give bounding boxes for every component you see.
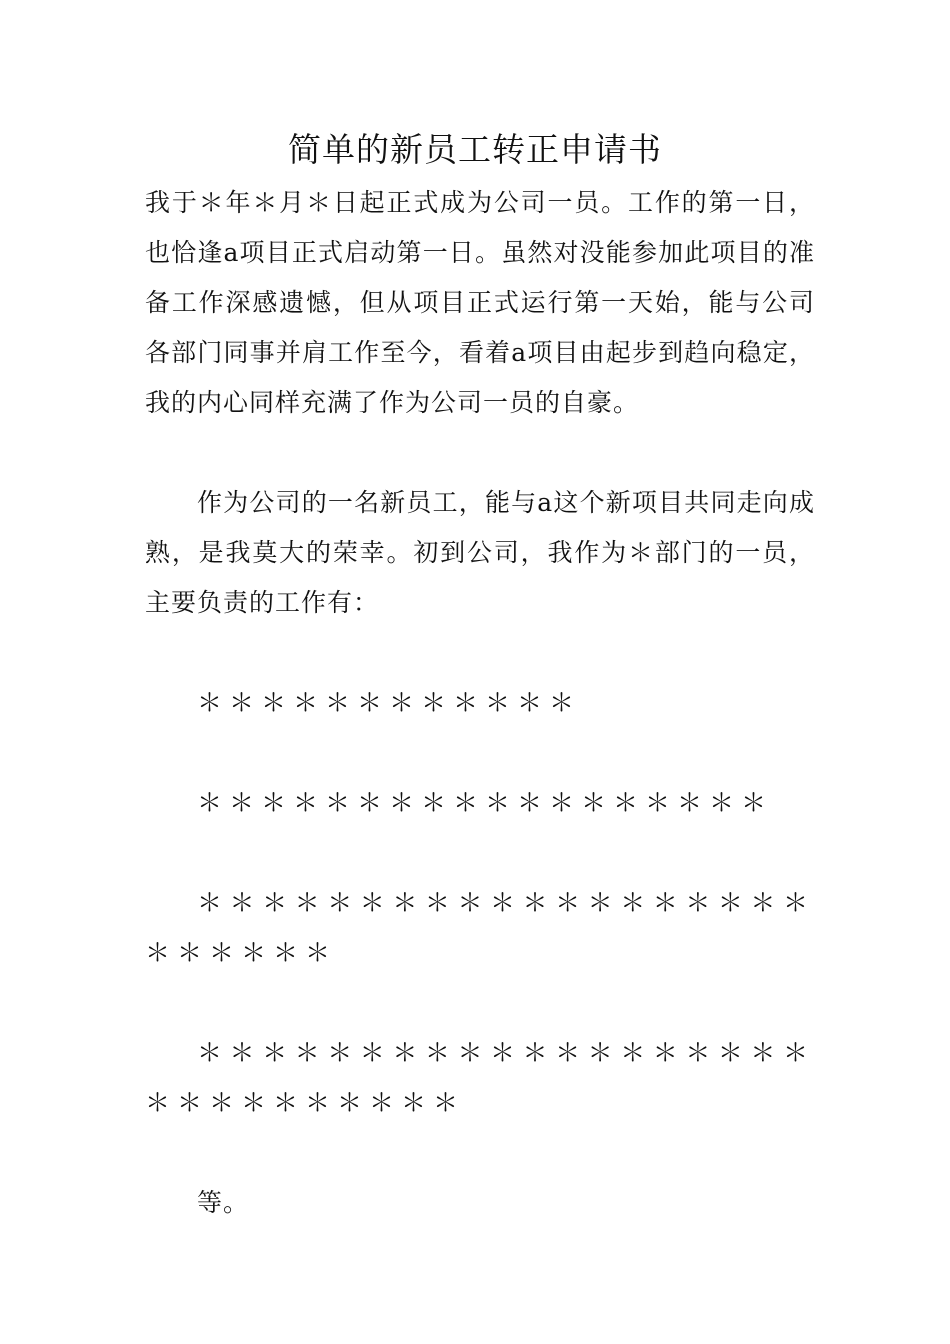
paragraph-spacer	[145, 728, 815, 778]
duty-line: ＊＊＊＊＊＊＊＊＊＊＊＊＊＊＊＊＊＊	[197, 788, 774, 817]
paragraph-spacer	[145, 428, 815, 478]
duty-line: ＊＊＊＊＊＊＊＊＊＊＊＊＊＊＊＊＊＊＊＊＊＊＊＊＊＊＊＊＊	[145, 1038, 815, 1117]
duty-line: ＊＊＊＊＊＊＊＊＊＊＊＊＊＊＊＊＊＊＊＊＊＊＊＊＊	[145, 888, 815, 967]
document-title: 简单的新员工转正申请书	[288, 130, 662, 169]
paragraph-responsibilities: 作为公司的一名新员工，能与a这个新项目共同走向成熟，是我莫大的荣幸。初到公司，我作为＊部门的一员，主要负责的工作有：	[145, 488, 815, 617]
paragraph-intro: 我于＊年＊月＊日起正式成为公司一员。工作的第一日，也恰逢a项目正式启动第一日。虽然对没能参加此项目的准备工作深感遗憾，但从项目正式运行第一天始，能与公司各部门同事并肩工作至今，看着a项目由起步到趋向稳定，我的内心同样充满了作为公司一员的自豪。	[145, 188, 815, 417]
paragraph-spacer	[145, 828, 815, 878]
paragraph-spacer	[145, 1128, 815, 1178]
paragraph-spacer	[145, 978, 815, 1028]
duty-line: ＊＊＊＊＊＊＊＊＊＊＊＊	[197, 688, 582, 717]
paragraph-spacer	[145, 628, 815, 678]
closing-text: 等。	[197, 1188, 250, 1217]
document-body	[145, 178, 815, 1228]
